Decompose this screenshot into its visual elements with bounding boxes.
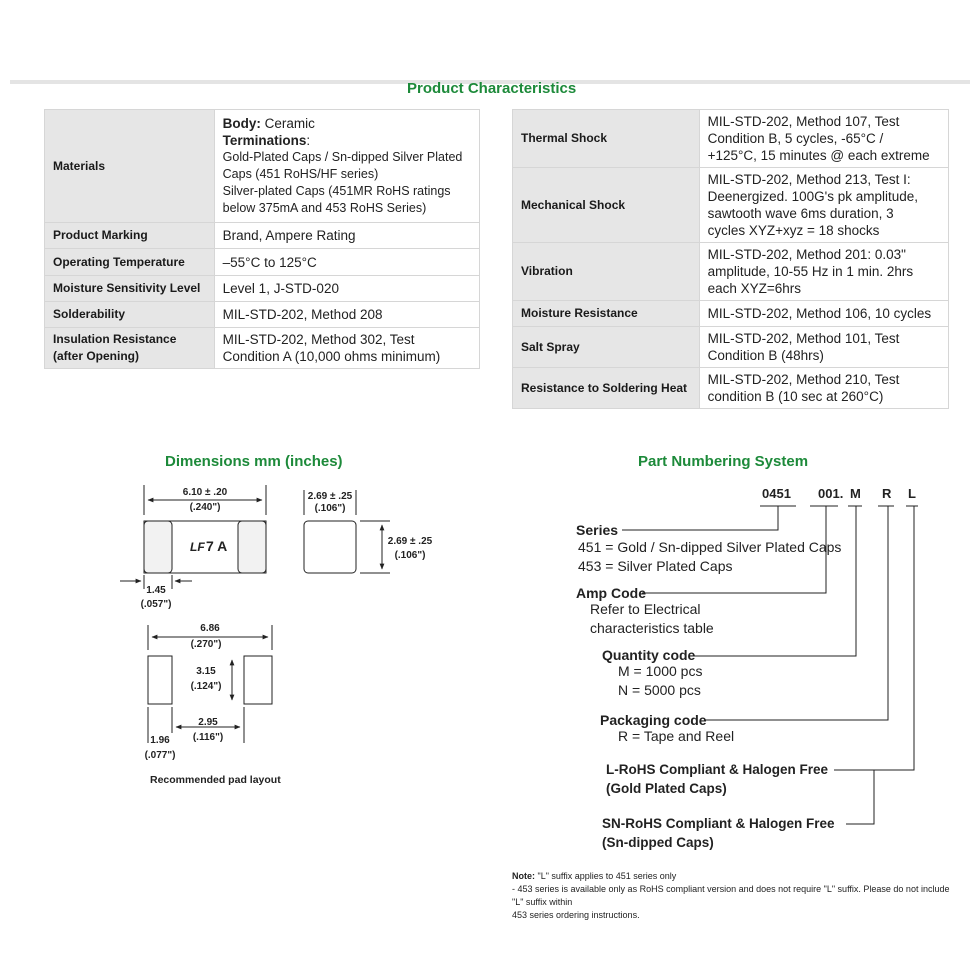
label-line: Insulation Resistance — [53, 332, 177, 346]
dimension-label: 2.95 — [198, 717, 218, 728]
label-line: (after Opening) — [53, 349, 139, 363]
table-row — [513, 168, 949, 243]
materials-line: below 375mA and 453 RoHS Series) — [222, 201, 427, 215]
table-row — [45, 249, 480, 276]
dimension-label: 2.69 ± .25 — [307, 491, 353, 502]
row-value — [699, 110, 948, 168]
row-value — [699, 327, 948, 368]
terminations-colon: : — [306, 133, 311, 148]
row-value: Brand, Ampere Rating — [214, 223, 479, 249]
table-row — [45, 110, 480, 223]
connector-line — [834, 506, 914, 770]
sn-rohs-label: SN-RoHS Compliant & Halogen Free — [602, 816, 835, 831]
table-row — [45, 223, 480, 249]
value-line: MIL-STD-202, Method 213, Test I: — [707, 172, 911, 187]
characteristics-table-left — [44, 109, 480, 369]
amp-code-desc: Refer to Electrical — [590, 601, 701, 617]
row-label: Mechanical Shock — [513, 168, 700, 243]
characteristics-table-right — [512, 109, 949, 409]
dimension-label: (.124") — [190, 681, 222, 692]
connector-line — [692, 506, 856, 656]
row-value: MIL-STD-202, Method 106, 10 cycles — [699, 301, 948, 327]
note-text: "L" suffix applies to 451 series only — [535, 871, 677, 881]
materials-line: Silver-plated Caps (451MR RoHS ratings — [222, 184, 451, 198]
code-rohs: L — [908, 486, 916, 501]
code-quantity: M — [850, 486, 861, 501]
fuse-rating-marking: 7 A — [206, 538, 228, 554]
dimension-label: 6.10 ± .20 — [182, 487, 228, 498]
l-rohs-label: L-RoHS Compliant & Halogen Free — [606, 762, 829, 777]
amp-code-desc: characteristics table — [590, 620, 714, 636]
part-numbering-diagram — [560, 478, 980, 858]
table-row — [45, 302, 480, 328]
row-label: Moisture Sensitivity Level — [45, 276, 215, 302]
table-row — [513, 301, 949, 327]
row-label: Salt Spray — [513, 327, 700, 368]
fuse-end-cap — [238, 521, 266, 573]
row-label: Product Marking — [45, 223, 215, 249]
quantity-code-desc: M = 1000 pcs — [618, 663, 703, 679]
value-line: Deenergized. 100G's pk amplitude, — [707, 189, 919, 204]
quantity-code-desc: N = 5000 pcs — [618, 682, 701, 698]
body-value: Ceramic — [260, 116, 315, 131]
dimension-label: (.106") — [394, 550, 426, 561]
dimension-label: 6.86 — [200, 623, 220, 634]
brand-logo-text: LF — [190, 540, 205, 554]
value-line: MIL-STD-202, Method 107, Test — [707, 114, 900, 129]
row-label — [45, 328, 215, 369]
value-line: MIL-STD-202, Method 210, Test — [707, 372, 900, 387]
row-value — [214, 328, 479, 369]
row-value: MIL-STD-202, Method 208 — [214, 302, 479, 328]
body-label: Body: — [222, 116, 261, 131]
series-label: Series — [576, 522, 619, 538]
dimensions-title: Dimensions mm (inches) — [165, 453, 343, 470]
quantity-code-label: Quantity code — [602, 647, 696, 663]
dimension-label: 2.69 ± .25 — [387, 536, 433, 547]
dimension-label: 1.45 — [146, 585, 166, 596]
code-series: 0451 — [762, 486, 791, 501]
dimension-label: (.270") — [190, 639, 222, 650]
value-line: Condition A (10,000 ohms minimum) — [222, 349, 441, 364]
series-desc: 451 = Gold / Sn-dipped Silver Plated Caps — [578, 539, 842, 555]
table-row — [513, 368, 949, 409]
row-value: –55°C to 125°C — [214, 249, 479, 276]
terminations-label: Terminations — [222, 133, 307, 148]
table-row — [513, 110, 949, 168]
pad-layout-caption: Recommended pad layout — [150, 774, 281, 786]
solder-pad — [148, 656, 172, 704]
row-value: Level 1, J-STD-020 — [214, 276, 479, 302]
packaging-code-desc: R = Tape and Reel — [618, 728, 735, 744]
dimension-label: (.106") — [314, 503, 346, 514]
row-label: Thermal Shock — [513, 110, 700, 168]
row-label: Solderability — [45, 302, 215, 328]
connector-line — [622, 506, 778, 530]
materials-value — [214, 110, 479, 223]
sn-rohs-desc: (Sn-dipped Caps) — [602, 835, 714, 850]
dimension-label: (.240") — [189, 502, 221, 513]
value-line: cycles XYZ+xyz = 18 shocks — [707, 223, 880, 238]
value-line: Condition B (48hrs) — [707, 348, 824, 363]
note-text: - 453 series is available only as RoHS compliant version and does not require "L" suffix. Please do not include "L" suffix within — [512, 884, 950, 907]
value-line: MIL-STD-202, Method 101, Test — [707, 331, 900, 346]
dimension-label: (.057") — [140, 599, 172, 610]
connector-line — [846, 770, 874, 824]
row-label: Resistance to Soldering Heat — [513, 368, 700, 409]
dimension-label: 3.15 — [196, 666, 216, 677]
value-line: +125°C, 15 minutes @ each extreme — [707, 148, 930, 163]
value-line: sawtooth wave 6ms duration, 3 — [707, 206, 894, 221]
materials-line: Gold-Plated Caps / Sn-dipped Silver Plated — [222, 150, 463, 164]
value-line: each XYZ=6hrs — [707, 281, 802, 296]
value-line: amplitude, 10-55 Hz in 1 min. 2hrs — [707, 264, 914, 279]
materials-line: Caps (451 RoHS/HF series) — [222, 167, 379, 181]
row-label: Moisture Resistance — [513, 301, 700, 327]
part-numbering-title: Part Numbering System — [638, 453, 809, 470]
row-label: Operating Temperature — [45, 249, 215, 276]
dimension-label: 1.96 — [150, 735, 170, 746]
table-row — [513, 243, 949, 301]
footnote — [512, 870, 962, 922]
table-row — [45, 328, 480, 369]
note-label: Note: — [512, 871, 535, 881]
row-value — [699, 243, 948, 301]
dimensions-drawing — [100, 475, 440, 835]
note-text: 453 series ordering instructions. — [512, 910, 640, 920]
row-value — [699, 368, 948, 409]
code-amp: 001. — [818, 486, 844, 501]
value-line: condition B (10 sec at 260°C) — [707, 389, 884, 404]
value-line: MIL-STD-202, Method 302, Test — [222, 332, 415, 347]
packaging-code-label: Packaging code — [600, 712, 707, 728]
row-value — [699, 168, 948, 243]
amp-code-label: Amp Code — [576, 585, 646, 601]
dimension-label: (.116") — [192, 732, 224, 743]
row-label: Vibration — [513, 243, 700, 301]
code-packaging: R — [882, 486, 892, 501]
table-row — [513, 327, 949, 368]
value-line: MIL-STD-202, Method 201: 0.03" — [707, 247, 906, 262]
solder-pad — [244, 656, 272, 704]
row-label: Materials — [45, 110, 215, 223]
value-line: Condition B, 5 cycles, -65°C / — [707, 131, 884, 146]
product-characteristics-title: Product Characteristics — [407, 80, 577, 97]
l-rohs-desc: (Gold Plated Caps) — [606, 781, 727, 796]
dimension-label: (.077") — [144, 750, 176, 761]
series-desc: 453 = Silver Plated Caps — [578, 558, 733, 574]
fuse-end-cap — [144, 521, 172, 573]
fuse-end-view — [304, 521, 356, 573]
table-row — [45, 276, 480, 302]
